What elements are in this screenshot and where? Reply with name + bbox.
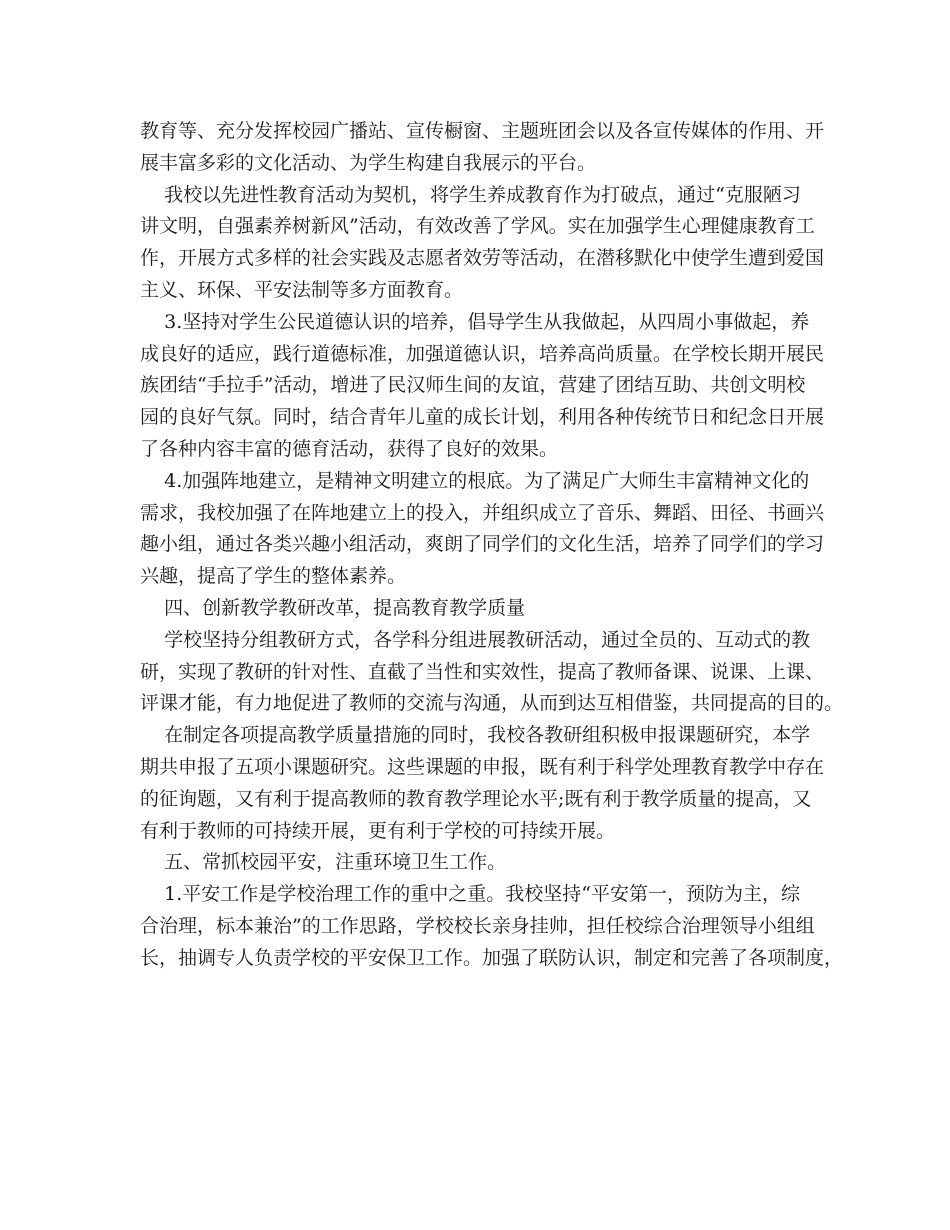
- text-line: 展丰富多彩的文化活动、为学生构建自我展示的平台。: [140, 151, 597, 174]
- text-line: 期共申报了五项小课题研究。这些课题的申报，既有利于科学处理教育教学中存在: [140, 755, 825, 778]
- text-line: 有利于教师的可持续开展，更有利于学校的可持续开展。: [140, 819, 616, 842]
- text-line: 趣小组，通过各类兴趣小组活动，爽朗了同学们的文化生活，培养了同学们的学习: [140, 533, 825, 556]
- section-heading: 四、创新教学教研改革，提高教育教学质量: [140, 596, 526, 619]
- text-line: 评课才能，有力地促进了教师的交流与沟通，从而到达互相借鉴，共同提高的目的。: [140, 692, 844, 715]
- text-line: 3.坚持对学生公民道德认识的培养，倡导学生从我做起，从四周小事做起，养: [140, 310, 810, 333]
- text-line: 4.加强阵地建立，是精神文明建立的根底。为了满足广大师生丰富精神文化的: [140, 469, 810, 492]
- text-line: 合治理，标本兼治”的工作思路，学校校长亲身挂帅，担任校综合治理领导小组组: [140, 914, 815, 937]
- text-line: 研，实现了教研的针对性、直截了当性和实效性，提高了教师备课、说课、上课、: [140, 660, 825, 683]
- text-line: 主义、环保、平安法制等多方面教育。: [140, 278, 464, 301]
- text-line: 园的良好气氛。同时，结合青年儿童的成长计划，利用各种传统节日和纪念日开展: [140, 406, 825, 429]
- text-line: 我校以先进性教育活动为契机，将学生养成教育作为打破点，通过“克服陋习: [140, 183, 801, 206]
- text-line: 在制定各项提高教学质量措施的同时，我校各教研组积极申报课题研究，本学: [140, 724, 811, 747]
- text-line: 作，开展方式多样的社会实践及志愿者效劳等活动，在潜移默化中使学生遭到爱国: [140, 247, 825, 270]
- text-line: 需求，我校加强了在阵地建立上的投入，并组织成立了音乐、舞蹈、田径、书画兴: [140, 501, 825, 524]
- text-line: 族团结“手拉手”活动，增进了民汉师生间的友谊，营建了团结互助、共创文明校: [140, 374, 806, 397]
- text-line: 1.平安工作是学校治理工作的重中之重。我校坚持“平安第一，预防为主，综: [140, 883, 801, 906]
- text-line: 教育等、充分发挥校园广播站、宣传橱窗、主题班团会以及各宣传媒体的作用、开: [140, 120, 825, 142]
- text-line: 了各种内容丰富的德育活动，获得了良好的效果。: [140, 437, 559, 460]
- text-line: 长，抽调专人负责学校的平安保卫工作。加强了联防认识，制定和完善了各项制度，: [140, 946, 844, 969]
- section-heading: 五、常抓校园平安，注重环境卫生工作。: [140, 851, 507, 874]
- text-line: 成良好的适应，践行道德标准，加强道德认识，培养高尚质量。在学校长期开展民: [140, 342, 825, 365]
- text-line: 学校坚持分组教研方式，各学科分组进展教研活动，通过全员的、互动式的教: [140, 628, 811, 651]
- text-line: 的征询题，又有利于提高教师的教育教学理论水平;既有利于教学质量的提高，又: [140, 787, 812, 810]
- text-line: 兴趣，提高了学生的整体素养。: [140, 565, 407, 588]
- document-body: [140, 116, 844, 975]
- text-line: 讲文明，自强素养树新风”活动，有效改善了学风。实在加强学生心理健康教育工: [140, 215, 815, 238]
